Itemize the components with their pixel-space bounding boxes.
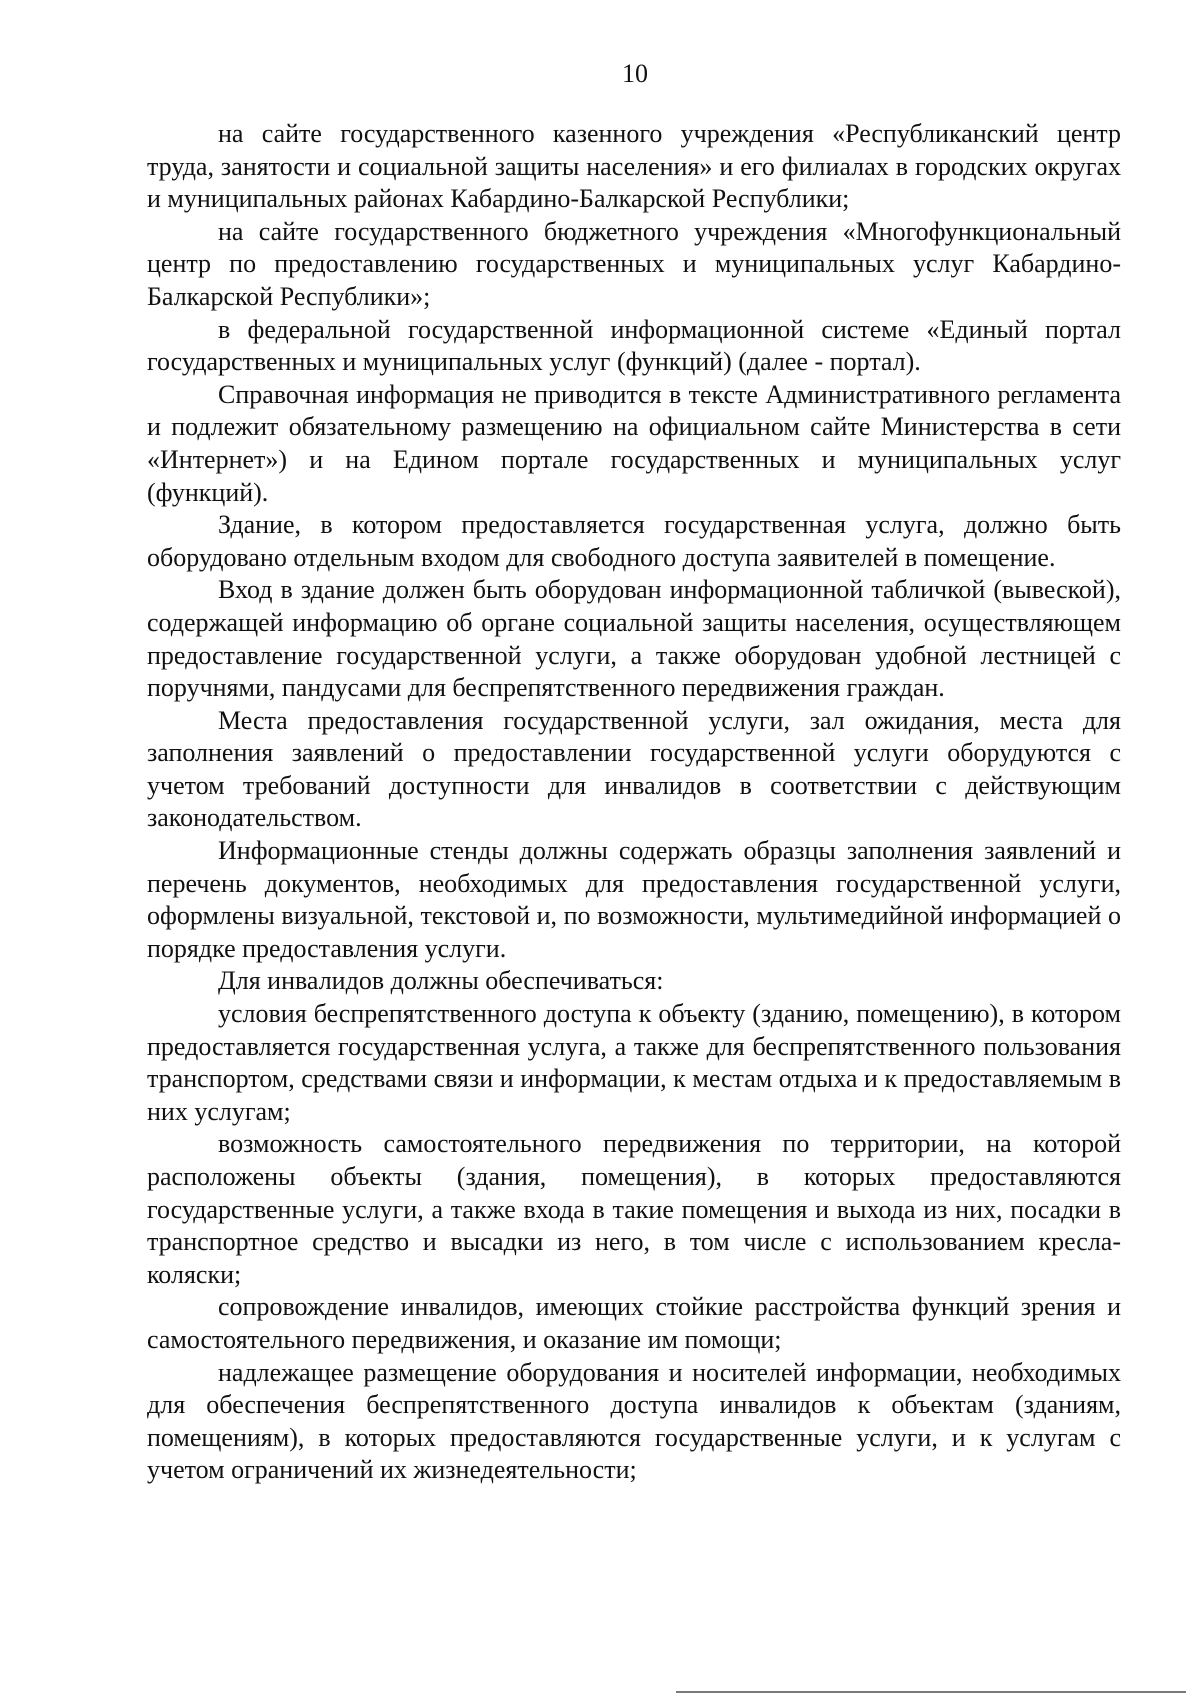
- paragraph-reference-info: Справочная информация не приводится в тексте Административного регламента и подлежит обязательному размещению на официальном сайте Министерства в сети «Интернет») и на Едином портале государственных и муниципальных услуг (функций).: [147, 379, 1121, 507]
- page-number: 10: [622, 59, 648, 88]
- paragraph-info-stands: Информационные стенды должны содержать образцы заполнения заявлений и перечень документов, необходимых для предоставления государственной услуги, оформлены визуальной, текстовой и, по возможности, мультимедийной информацией о порядке предоставления услуги.: [147, 836, 1121, 963]
- document-body: [147, 118, 1121, 1487]
- paragraph-entrance-sign: Вход в здание должен быть оборудован информационной табличкой (вывеской), содержащей информацию об органе социальной защиты населения, осуществляющем предоставление государственной услуги, а также оборудован удобной лестницей с поручнями, пандусами для беспрепятственного передвижения граждан.: [147, 575, 1121, 703]
- paragraph-service-places: Места предоставления государственной услуги, зал ожидания, места для заполнения заявлений о предоставлении государственной услуги оборудуются с учетом требований доступности для инвалидов в соответствии с действующим законодательством.: [147, 705, 1121, 833]
- paragraph-escort: сопровождение инвалидов, имеющих стойкие расстройства функций зрения и самостоятельного передвижения, и оказание им помощи;: [147, 1292, 1121, 1354]
- paragraph-access-conditions: условия беспрепятственного доступа к объекту (зданию, помещению), в котором предоставляется государственная услуга, а также для беспрепятственного пользования транспортом, средствами связи и информации, к местам отдыха и к предоставляемым в них услугам;: [147, 999, 1121, 1126]
- bottom-scan-line: [676, 1691, 1186, 1693]
- paragraph-equipment-placement: надлежащее размещение оборудования и носителей информации, необходимых для обеспечения беспрепятственного доступа инвалидов к объектам (зданиям, помещениям), в которых предоставляются государственные услуги, и к услугам с учетом ограничений их жизнедеятельности;: [147, 1357, 1121, 1485]
- paragraph-disabled-intro: Для инвалидов должны обеспечиваться:: [218, 966, 664, 996]
- paragraph-federal-portal: в федеральной государственной информационной системе «Единый портал государственных и муниципальных услуг (функций) (далее - портал).: [147, 314, 1121, 377]
- paragraph-independent-movement: возможность самостоятельного передвижения по территории, на которой расположены объекты (здания, помещения), в которых предоставляются государственные услуги, а также входа в такие помещения и выхода из них, посадки в транспортное средство и высадки из него, в том числе с использованием кресла-коляски;: [147, 1129, 1121, 1289]
- paragraph-mfc-site: на сайте государственного бюджетного учреждения «Многофункциональный центр по предоставлению государственных и муниципальных услуг Кабардино-Балкарской Республики»;: [147, 216, 1121, 311]
- paragraph-rc-site: на сайте государственного казенного учреждения «Республиканский центр труда, занятости и социальной защиты населения» и его филиалах в городских округах и муниципальных районах Кабардино-Балкарской Республики;: [147, 119, 1121, 214]
- paragraph-building-entrance: Здание, в котором предоставляется государственная услуга, должно быть оборудовано отдельным входом для свободного доступа заявителей в помещение.: [147, 510, 1121, 572]
